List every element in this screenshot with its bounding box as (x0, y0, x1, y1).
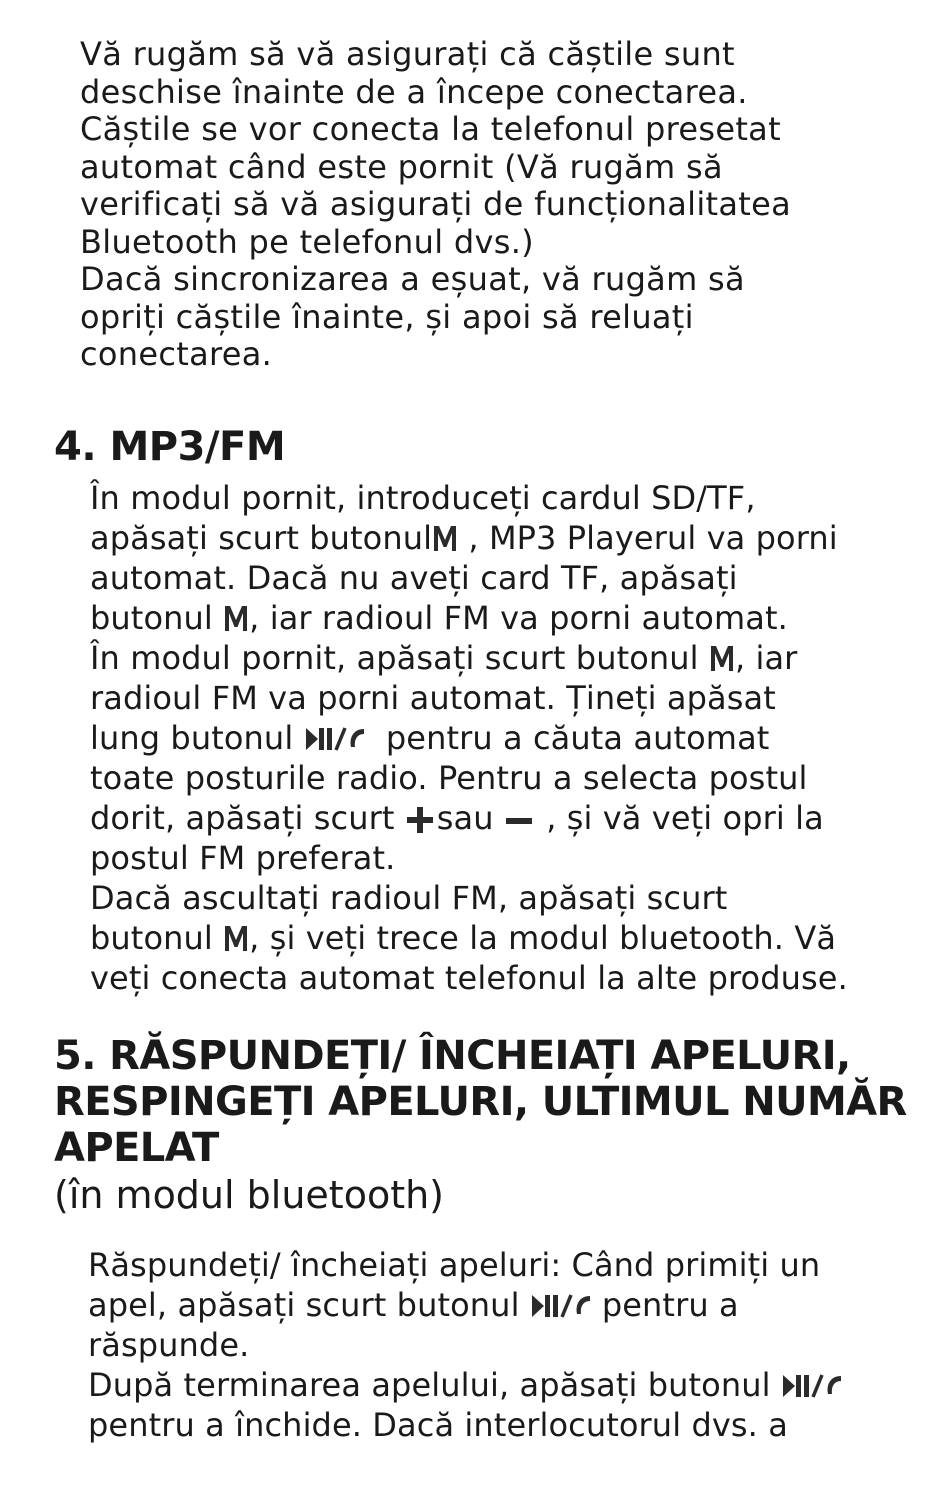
body-line: răspunde. (88, 1326, 250, 1364)
body-line (88, 1365, 938, 1405)
text-run: lung butonul (90, 719, 304, 757)
intro-line: opriți căștile înainte, și apoi să reluați (80, 297, 694, 336)
body-line (90, 598, 940, 638)
body-line (90, 798, 940, 838)
body-line: Dacă ascultați radioul FM, apăsați scurt (90, 879, 728, 917)
text-run: , iar (734, 639, 798, 677)
text-run: , iar radioul FM va porni automat. (249, 599, 788, 637)
body-line: pentru a închide. Dacă interlocutorul dvs. a (88, 1406, 788, 1444)
text-run: apăsați scurt butonul (90, 519, 433, 557)
intro-line: Căștile se vor conecta la telefonul presetat (80, 110, 781, 148)
heading-line: 5. RĂSPUNDEȚI/ ÎNCHEIAȚI APELURI, (54, 1033, 851, 1079)
play-pause-call-icon (781, 1372, 853, 1400)
m-button-icon (432, 523, 458, 553)
body-line (88, 1285, 938, 1325)
text-run: , MP3 Playerul va porni (458, 519, 838, 557)
section-4-body (90, 478, 940, 998)
text-run: , și veți trece la modul bluetooth. Vă (249, 919, 837, 957)
section-4-heading: 4. MP3/FM (54, 424, 286, 470)
intro-line: Bluetooth pe telefonul dvs.) (80, 222, 534, 261)
text-run: În modul pornit, apăsați scurt butonul (90, 639, 709, 677)
text-run: pentru a căuta automat (375, 719, 770, 757)
play-pause-call-icon (530, 1292, 602, 1320)
intro-line: verificați să vă asigurați de funcționalitatea (80, 185, 792, 223)
body-line: veți conecta automat telefonul la alte produse. (90, 959, 848, 997)
body-line (90, 718, 940, 758)
text-run: pentru a (601, 1286, 739, 1324)
text-run: apel, apăsați scurt butonul (88, 1286, 530, 1324)
body-line: radioul FM va porni automat. Țineți apăsat (90, 679, 776, 717)
section-5-heading (54, 1033, 934, 1171)
text-run: După terminarea apelului, apăsați butonul (88, 1366, 781, 1404)
section-5-subheading: (în modul bluetooth) (54, 1173, 445, 1217)
text-run: dorit, apăsați scurt (90, 799, 405, 837)
section-5-body (88, 1245, 938, 1445)
intro-paragraph (80, 36, 920, 374)
body-line: toate posturile radio. Pentru a selecta postul (90, 759, 808, 797)
text-run: sau (436, 799, 504, 837)
intro-line: Dacă sincronizarea a eșuat, vă rugăm să (80, 260, 745, 298)
text-run: butonul (90, 919, 224, 957)
heading-line: APELAT (54, 1125, 219, 1171)
minus-icon (504, 807, 536, 833)
body-line: postul FM preferat. (90, 839, 396, 877)
body-line (90, 518, 940, 558)
body-line: automat. Dacă nu aveți card TF, apăsați (90, 559, 738, 597)
body-line: În modul pornit, introduceți cardul SD/TF, (90, 479, 756, 517)
text-run: , și vă veți opri la (535, 799, 824, 837)
body-line: Răspundeți/ încheiați apeluri: Când primiți un (88, 1246, 821, 1284)
intro-line: deschise înainte de a începe conectarea. (80, 72, 748, 111)
body-line (90, 918, 940, 958)
intro-line: Vă rugăm să vă asigurați că căștile sunt (80, 35, 735, 73)
m-button-icon (223, 923, 249, 953)
intro-line: automat când este pornit (Vă rugăm să (80, 147, 723, 186)
plus-icon (405, 807, 437, 833)
heading-line: RESPINGEȚI APELURI, ULTIMUL NUMĂR (54, 1079, 907, 1125)
intro-line: conectarea. (80, 335, 273, 373)
m-button-icon (223, 603, 249, 633)
m-button-icon (709, 643, 735, 673)
text-run: butonul (90, 599, 224, 637)
body-line (90, 638, 940, 678)
play-pause-call-icon (304, 725, 376, 753)
